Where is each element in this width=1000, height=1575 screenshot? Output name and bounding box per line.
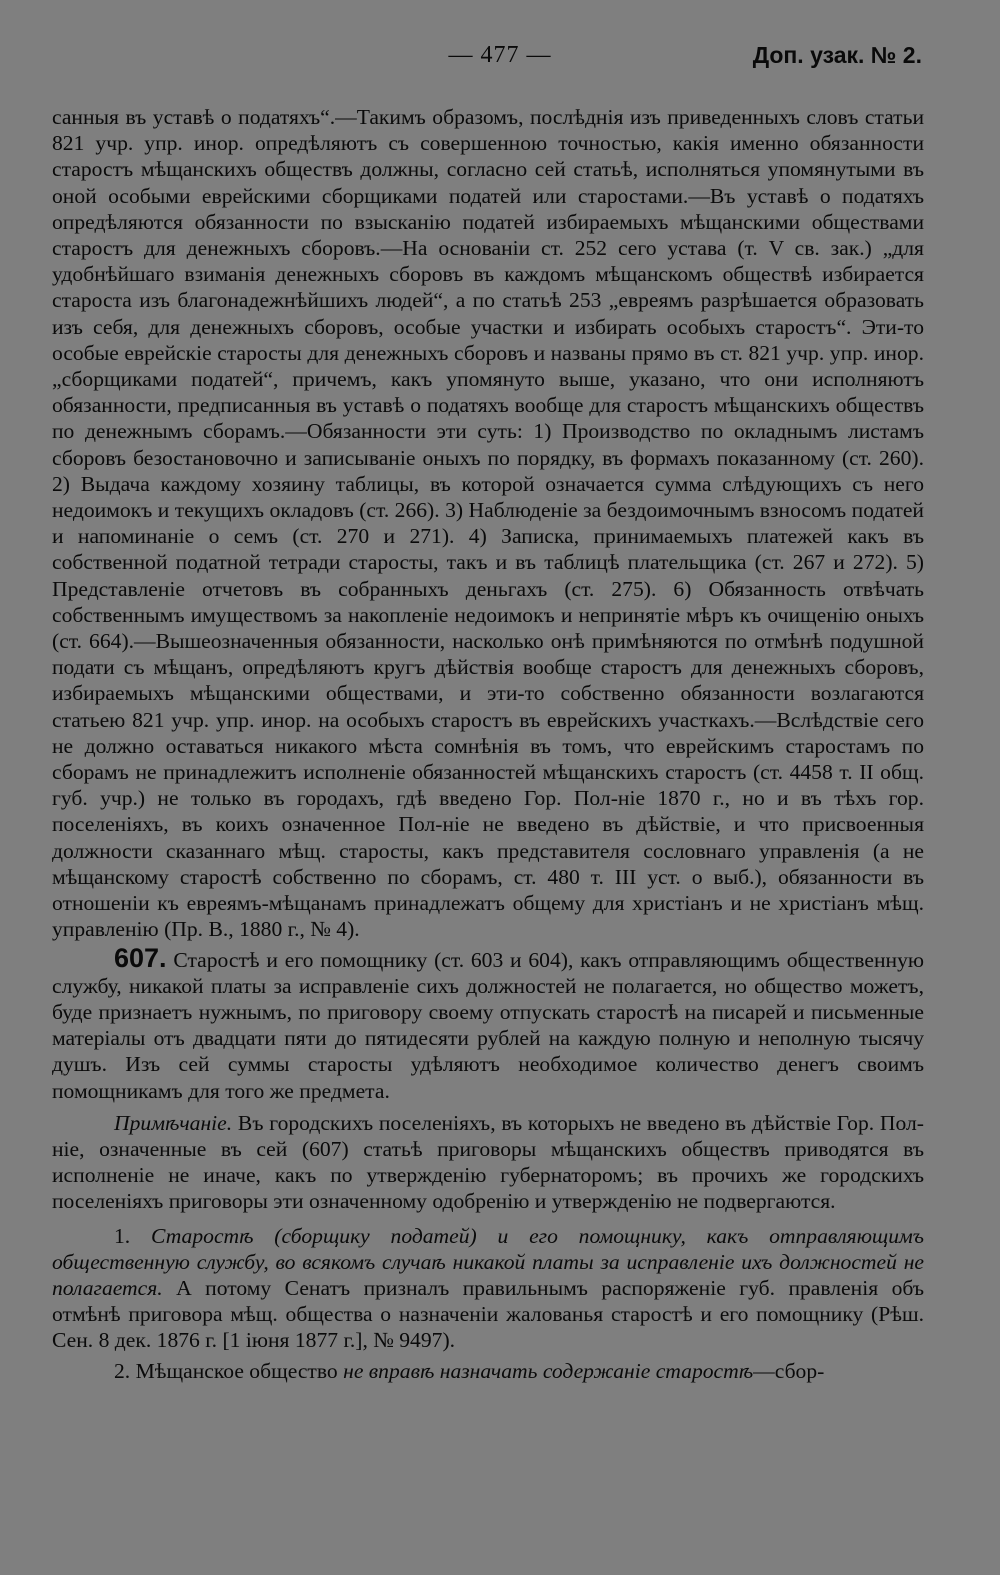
case-2-italic-text: не вправѣ назначать содержаніе старостѣ xyxy=(343,1358,754,1383)
article-text: Старостѣ и его помощнику (ст. 603 и 604), какъ отправляющимъ общественную службу, никакой платы за исправленіе сихъ должностей не полагается, но общество можетъ, буде признаетъ нужнымъ, по приговору своему отпускать старостѣ на писарей и письменные матеріалы отъ двадцати пяти до пятидесяти рублей на каждую полную и неполную тысячу душъ. Изъ сей суммы старосты удѣляютъ необходимое количество денегъ своимъ помощникамъ для того же предмета. xyxy=(52,947,924,1103)
article-number: 607. xyxy=(114,942,167,973)
case-2-number: 2. xyxy=(114,1358,136,1383)
case-1-italic-text: Старостѣ (сборщику податей) и его помощнику, какъ отправляющимъ общественную службу, во всякомъ случаѣ никакой платы за исправленіе ихъ должностей не полагается. xyxy=(52,1223,925,1300)
page-header xyxy=(0,38,1000,78)
note-text: Въ городскихъ поселеніяхъ, въ которыхъ не введено въ дѣйствіе Гор. Пол-ніе, означенные въ сей (607) статьѣ приговоры мѣщанскихъ обществъ приводятся въ исполненіе не иначе, какъ по утвержденію губернаторомъ; въ прочихъ же городскихъ поселеніяхъ приговоры эти означенному одобренію и утвержденію не подвергаются. xyxy=(52,1110,924,1214)
page-number: — 477 — xyxy=(448,42,552,68)
note-paragraph xyxy=(52,1110,924,1215)
paragraph-continued: санныя въ уставѣ о податяхъ“.—Такимъ образомъ, послѣднія изъ приведенныхъ словъ статьи 821 учр. упр. инор. опредѣляютъ съ совершенною точностью, какія именно обязанности старостъ мѣщанскихъ обществъ должны, согласно сей статьѣ, исполняться упомянутыми въ оной особыми еврейскими сборщиками податей или старостами.—Въ уставѣ о податяхъ опредѣляются обязанности по взысканію податей избираемыхъ мѣщанскими обществами старостъ для денежныхъ сборовъ.—На основаніи ст. 252 сего устава (т. V св. зак.) „для удобнѣйшаго взиманія денежныхъ сборовъ въ каждомъ мѣщанскомъ обществѣ избирается староста изъ благонадежнѣйшихъ людей“, а по статьѣ 253 „евреямъ разрѣшается образовать изъ себя, для денежныхъ сборовъ, особые участки и избирать особыхъ старостъ“. Эти-то особые еврейскіе старосты для денежныхъ сборовъ и названы прямо въ ст. 821 учр. упр. инор. „сборщиками податей“, причемъ, какъ упомянуто выше, указано, что они исполняютъ обязанности, предписанныя въ уставѣ о податяхъ вообще для старостъ мѣщанскихъ обществъ по денежнымъ сборамъ.—Обязанности эти суть: 1) Производство по окладнымъ листамъ сборовъ безостановочно и записываніе оныхъ по порядку, въ формахъ показанному (ст. 260). 2) Выдача каждому хозяину таблицы, въ которой означается сумма слѣдующихъ съ него недоимокъ и текущихъ окладовъ (ст. 266). 3) Наблюденіе за бездоимочнымъ взносомъ податей и напоминаніе о семъ (ст. 270 и 271). 4) Записка, принимаемыхъ платежей какъ въ собственной податной тетради старосты, такъ и въ таблицѣ плательщика (ст. 267 и 272). 5) Представленіе отчетовъ въ собранныхъ деньгахъ (ст. 275). 6) Обязанность отвѣчать собственнымъ имуществомъ за накопленіе недоимокъ и непринятіе мѣръ къ очищенію оныхъ (ст. 664).—Вышеозначенныя обязанности, насколько онѣ примѣняются по отмѣнѣ подушной подати съ мѣщанъ, опредѣляютъ кругъ дѣйствія вообще старостъ для денежныхъ сборовъ, избираемыхъ мѣщанскими обществами, и эти-то собственно обязанности возлагаются статьею 821 учр. упр. инор. на особыхъ старостъ въ еврейскихъ участкахъ.—Вслѣдствіе сего не должно оставаться никакого мѣста сомнѣнія въ томъ, что еврейскимъ старостамъ по сборамъ не принадлежитъ исполненіе обязанностей мѣщанскихъ старостъ (ст. 4458 т. II общ. губ. учр.) не только въ городахъ, гдѣ введено Гор. Пол-ніе 1870 г., но и въ тѣхъ гор. поселеніяхъ, въ коихъ означенное Пол-ніе не введено въ дѣйствіе, и что присвоенныя должности сказаннаго мѣщ. старосты, какъ представителя сословнаго управленія (а не мѣщанскому старостѣ собственно по сборамъ, ст. 480 т. III уст. о выб.), обязанности въ отношеніи къ евреямъ-мѣщанамъ принадлежатъ общему для христіанъ и не христіанъ мѣщ. управленію (Пр. В., 1880 г., № 4). xyxy=(52,105,924,942)
header-reference: Доп. узак. № 2. xyxy=(752,42,922,68)
case-paragraph-2 xyxy=(52,1358,924,1384)
body-text xyxy=(52,104,924,1384)
note-title: Примѣчаніе. xyxy=(114,1110,233,1135)
article-paragraph xyxy=(52,942,924,1104)
case-1-number: 1. xyxy=(114,1223,151,1248)
case-2-text-end: —сбор- xyxy=(753,1358,825,1383)
case-1-text: А потому Сенатъ призналъ правильнымъ распоряженіе губ. правленія объ отмѣнѣ приговора мѣщ. общества о назначеніи жалованья старостѣ и его помощнику (Рѣш. Сен. 8 дек. 1876 г. [1 іюня 1877 г.], № 9497). xyxy=(52,1275,924,1353)
case-paragraph-1 xyxy=(52,1223,924,1354)
case-2-text-start: Мѣщанское общество xyxy=(135,1358,344,1383)
